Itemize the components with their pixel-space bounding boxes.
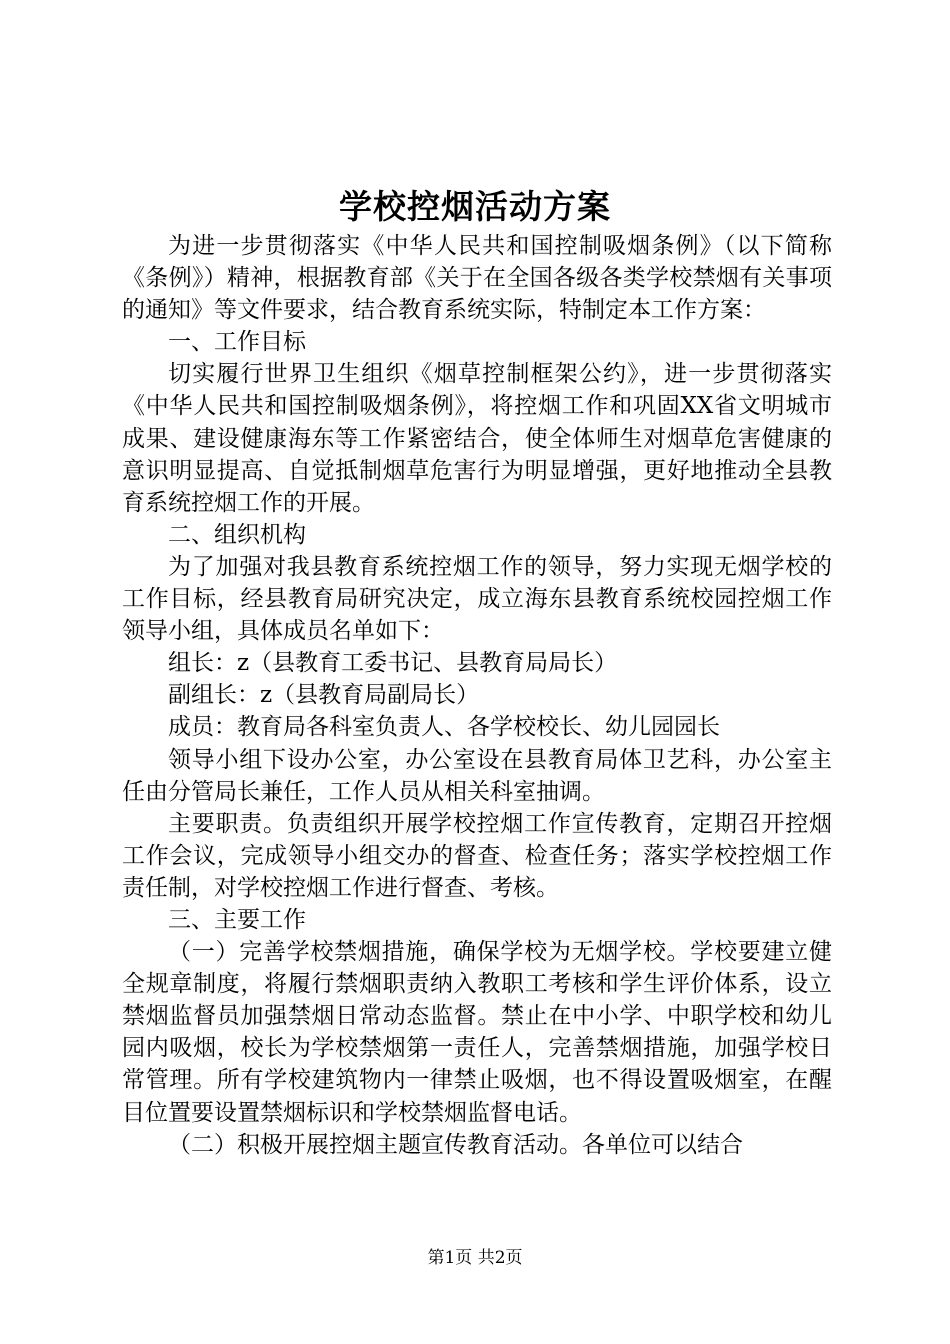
paragraph: 切实履行世界卫生组织《烟草控制框架公约》，进一步贯彻落实《中华人民共和国控制吸烟条例》，将控烟工作和巩固XX省文明城市成果、建设健康海东等工作紧密结合，使全体师生对烟草危害健康的意识明显提高、自觉抵制烟草危害行为明显增强，更好地推动全县教育系统控烟工作的开展。 [122, 361, 832, 516]
paragraph: 副组长：z（县教育局副局长） [168, 682, 480, 709]
paragraph: （二）积极开展控烟主题宣传教育活动。各单位可以结合 [168, 1131, 743, 1158]
paragraph: 成员：教育局各科室负责人、各学校校长、幼儿园园长 [168, 714, 720, 741]
paragraph: 领导小组下设办公室，办公室设在县教育局体卫艺科，办公室主任由分管局长兼任，工作人员从相关科室抽调。 [122, 746, 832, 805]
paragraph: （一）完善学校禁烟措施，确保学校为无烟学校。学校要建立健全规章制度，将履行禁烟职责纳入教职工考核和学生评价体系，设立禁烟监督员加强禁烟日常动态监督。禁止在中小学、中职学校和幼儿园内吸烟，校长为学校禁烟第一责任人，完善禁烟措施，加强学校日常管理。所有学校建筑物内一律禁止吸烟，也不得设置吸烟室，在醒目位置要设置禁烟标识和学校禁烟监督电话。 [122, 939, 832, 1126]
section-heading: 一、工作目标 [168, 329, 306, 356]
paragraph: 主要职责。负责组织开展学校控烟工作宣传教育，定期召开控烟工作会议，完成领导小组交办的督查、检查任务；落实学校控烟工作责任制，对学校控烟工作进行督查、考核。 [122, 810, 832, 901]
section-heading: 三、主要工作 [168, 906, 306, 933]
page-footer: 第1页 共2页 [427, 1248, 523, 1268]
document-body [122, 230, 832, 1161]
paragraph: 为了加强对我县教育系统控烟工作的领导，努力实现无烟学校的工作目标，经县教育局研究决定，成立海东县教育系统校园控烟工作领导小组，具体成员名单如下： [122, 553, 832, 645]
paragraph: 组长：z（县教育工委书记、县教育局局长） [168, 650, 618, 677]
section-heading: 二、组织机构 [168, 521, 306, 548]
document-title: 学校控烟活动方案 [339, 187, 611, 226]
paragraph: 为进一步贯彻落实《中华人民共和国控制吸烟条例》（以下简称《条例》）精神，根据教育部《关于在全国各级各类学校禁烟有关事项的通知》等文件要求，结合教育系统实际，特制定本工作方案： [122, 233, 832, 324]
